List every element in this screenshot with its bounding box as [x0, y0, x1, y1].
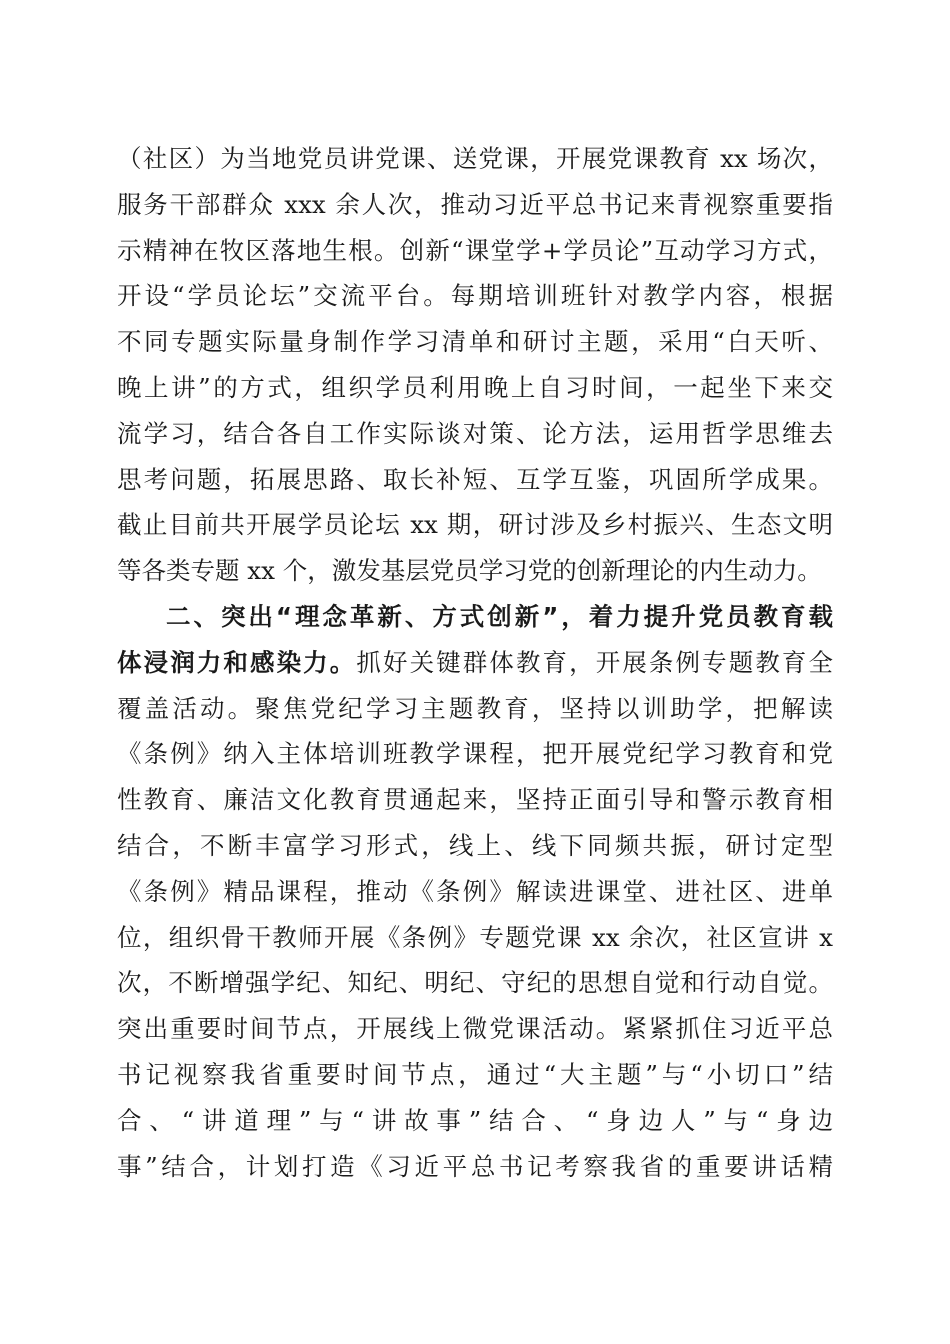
paragraph-line: 结合，不断丰富学习形式，线上、线下同频共振，研讨定型	[117, 830, 833, 860]
paragraph-line: 覆盖活动。聚焦党纪学习主题教育，坚持以训助学，把解读	[117, 693, 833, 723]
paragraph-line: 服务干部群众 xxx 余人次，推动习近平总书记来青视察重要指	[117, 189, 833, 219]
paragraph-line: 思考问题，拓展思路、取长补短、互学互鉴，巩固所学成果。	[117, 464, 833, 494]
paragraph-text: 抓好关键群体教育，开展条例专题教育全	[356, 647, 834, 677]
paragraph-line: 事”结合，计划打造《习近平总书记考察我省的重要讲话精	[117, 1151, 833, 1181]
section-heading: 二、突出“理念革新、方式创新”，着力提升党员教育载	[166, 601, 833, 631]
paragraph-line: 流学习，结合各自工作实际谈对策、论方法，运用哲学思维去	[117, 418, 833, 448]
paragraph-line: 晚上讲”的方式，组织学员利用晚上自习时间，一起坐下来交	[117, 372, 833, 402]
paragraph-line: 《条例》精品课程，推动《条例》解读进课堂、进社区、进单	[117, 876, 833, 906]
paragraph-line	[117, 640, 833, 686]
paragraph-line: （社区）为当地党员讲党课、送党课，开展党课教育 xx 场次，	[117, 144, 833, 173]
document-body	[117, 136, 833, 1189]
paragraph-line: 《条例》纳入主体培训班教学课程，把开展党纪学习教育和党	[117, 739, 833, 769]
paragraph-line: 示精神在牧区落地生根。创新“课堂学+学员论”互动学习方式，	[117, 235, 833, 265]
paragraph-line: 性教育、廉洁文化教育贯通起来，坚持正面引导和警示教育相	[117, 785, 833, 815]
paragraph-line: 等各类专题 xx 个，激发基层党员学习党的创新理论的内生动力。	[117, 556, 822, 586]
section-heading-tail: 体浸润力和感染力。	[117, 647, 357, 677]
paragraph-line: 位，组织骨干教师开展《条例》专题党课 xx 余次，社区宣讲 x	[117, 922, 833, 952]
paragraph-line: 次，不断增强学纪、知纪、明纪、守纪的思想自觉和行动自觉。	[117, 968, 833, 998]
paragraph-line: 不同专题实际量身制作学习清单和研讨主题，采用“白天听、	[117, 327, 833, 357]
paragraph-line: 开设“学员论坛”交流平台。每期培训班针对教学内容，根据	[117, 281, 833, 311]
paragraph-line: 突出重要时间节点，开展线上微党课活动。紧紧抓住习近平总	[117, 1014, 833, 1044]
paragraph-line: 合、“讲道理”与“讲故事”结合、“身边人”与“身边	[117, 1105, 833, 1135]
paragraph-line: 截止目前共开展学员论坛 xx 期，研讨涉及乡村振兴、生态文明	[117, 510, 833, 540]
paragraph-line: 书记视察我省重要时间节点，通过“大主题”与“小切口”结	[117, 1059, 833, 1089]
